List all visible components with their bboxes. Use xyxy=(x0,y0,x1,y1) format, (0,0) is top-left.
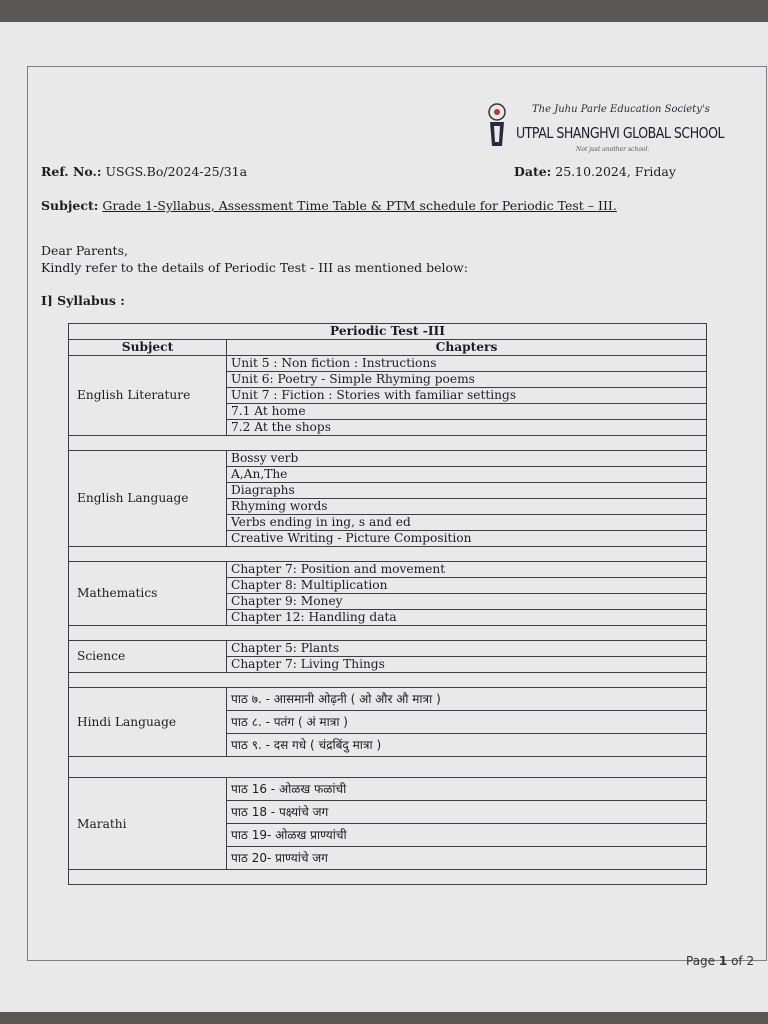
date-line xyxy=(514,164,676,179)
ref-value: USGS.Bo/2024-25/31a xyxy=(105,164,248,179)
subject-cell: Marathi xyxy=(69,778,227,870)
spacer-row xyxy=(69,757,707,778)
chapter-cell: पाठ 20- प्राण्यांचे जग xyxy=(227,847,707,870)
date-label: Date: xyxy=(514,164,552,179)
page-of-label: of xyxy=(731,954,743,968)
subject-line xyxy=(41,198,617,213)
spacer-row xyxy=(69,436,707,451)
syllabus-heading: I] Syllabus : xyxy=(41,293,125,308)
page-total: 2 xyxy=(746,954,755,968)
col-chapters-header: Chapters xyxy=(227,340,707,356)
chapter-cell: A,An,The xyxy=(227,467,707,483)
chapter-cell: पाठ ८. - पतंग ( अं मात्रा ) xyxy=(227,711,707,734)
chapter-cell: Chapter 7: Living Things xyxy=(227,657,707,673)
school-name: UTPAL SHANGHVI GLOBAL SCHOOL xyxy=(516,124,725,142)
subject-cell: English Literature xyxy=(69,356,227,436)
chapter-cell: Verbs ending in ing, s and ed xyxy=(227,515,707,531)
chapter-cell: Bossy verb xyxy=(227,451,707,467)
chapter-cell: पाठ 19- ओळख प्राण्यांची xyxy=(227,824,707,847)
spacer-row xyxy=(69,870,707,885)
page-number: 1 xyxy=(718,954,728,968)
spacer-cell xyxy=(69,757,707,778)
chapter-cell: Unit 7 : Fiction : Stories with familiar settings xyxy=(227,388,707,404)
chapter-cell: पाठ 16 - ओळख फळांची xyxy=(227,778,707,801)
col-subject-header: Subject xyxy=(69,340,227,356)
spacer-cell xyxy=(69,436,707,451)
chapter-cell: Unit 6: Poetry - Simple Rhyming poems xyxy=(227,372,707,388)
chapter-cell: Creative Writing - Picture Composition xyxy=(227,531,707,547)
table-header-row xyxy=(69,340,707,356)
ref-label: Ref. No.: xyxy=(41,164,102,179)
subject-cell: Hindi Language xyxy=(69,688,227,757)
chapter-cell: Chapter 5: Plants xyxy=(227,641,707,657)
chapter-cell: 7.1 At home xyxy=(227,404,707,420)
chapter-cell: Chapter 7: Position and movement xyxy=(227,562,707,578)
chapter-cell: Chapter 8: Multiplication xyxy=(227,578,707,594)
spacer-row xyxy=(69,673,707,688)
chapter-cell: Unit 5 : Non fiction : Instructions xyxy=(227,356,707,372)
chapter-cell: 7.2 At the shops xyxy=(227,420,707,436)
table-row xyxy=(69,562,707,578)
table-row xyxy=(69,451,707,467)
spacer-cell xyxy=(69,547,707,562)
school-emblem-icon xyxy=(480,102,514,150)
table-row xyxy=(69,356,707,372)
spacer-row xyxy=(69,547,707,562)
subject-cell: English Language xyxy=(69,451,227,547)
school-logo xyxy=(480,82,725,172)
subject-label: Subject: xyxy=(41,198,99,213)
chapter-cell: Rhyming words xyxy=(227,499,707,515)
syllabus-table xyxy=(68,323,707,885)
spacer-cell xyxy=(69,870,707,885)
society-name: The Juhu Parle Education Society's xyxy=(532,104,710,115)
salutation: Dear Parents, xyxy=(41,243,128,258)
chapter-cell: Chapter 9: Money xyxy=(227,594,707,610)
table-row xyxy=(69,688,707,711)
spacer-cell xyxy=(69,626,707,641)
spacer-row xyxy=(69,626,707,641)
date-value: 25.10.2024, Friday xyxy=(555,164,676,179)
subject-cell: Mathematics xyxy=(69,562,227,626)
table-row xyxy=(69,641,707,657)
chapter-cell: पाठ ९. - दस गधे ( चंद्रबिंदु मात्रा ) xyxy=(227,734,707,757)
intro-text: Kindly refer to the details of Periodic Test - III as mentioned below: xyxy=(41,260,468,275)
chapter-cell: Chapter 12: Handling data xyxy=(227,610,707,626)
chapter-cell: पाठ 18 - पक्ष्यांचे जग xyxy=(227,801,707,824)
subject-value: Grade 1-Syllabus, Assessment Time Table & PTM schedule for Periodic Test – III. xyxy=(102,198,617,213)
subject-cell: Science xyxy=(69,641,227,673)
ref-line xyxy=(41,164,247,179)
chapter-cell: Diagraphs xyxy=(227,483,707,499)
school-tagline: Not just another school. xyxy=(576,146,650,153)
table-title-row xyxy=(69,324,707,340)
page-label: Page xyxy=(686,954,716,968)
page-indicator xyxy=(686,954,754,968)
spacer-cell xyxy=(69,673,707,688)
table-title: Periodic Test -III xyxy=(69,324,707,340)
table-row xyxy=(69,778,707,801)
chapter-cell: पाठ ७. - आसमानी ओढ़नी ( ओ और औ मात्रा ) xyxy=(227,688,707,711)
